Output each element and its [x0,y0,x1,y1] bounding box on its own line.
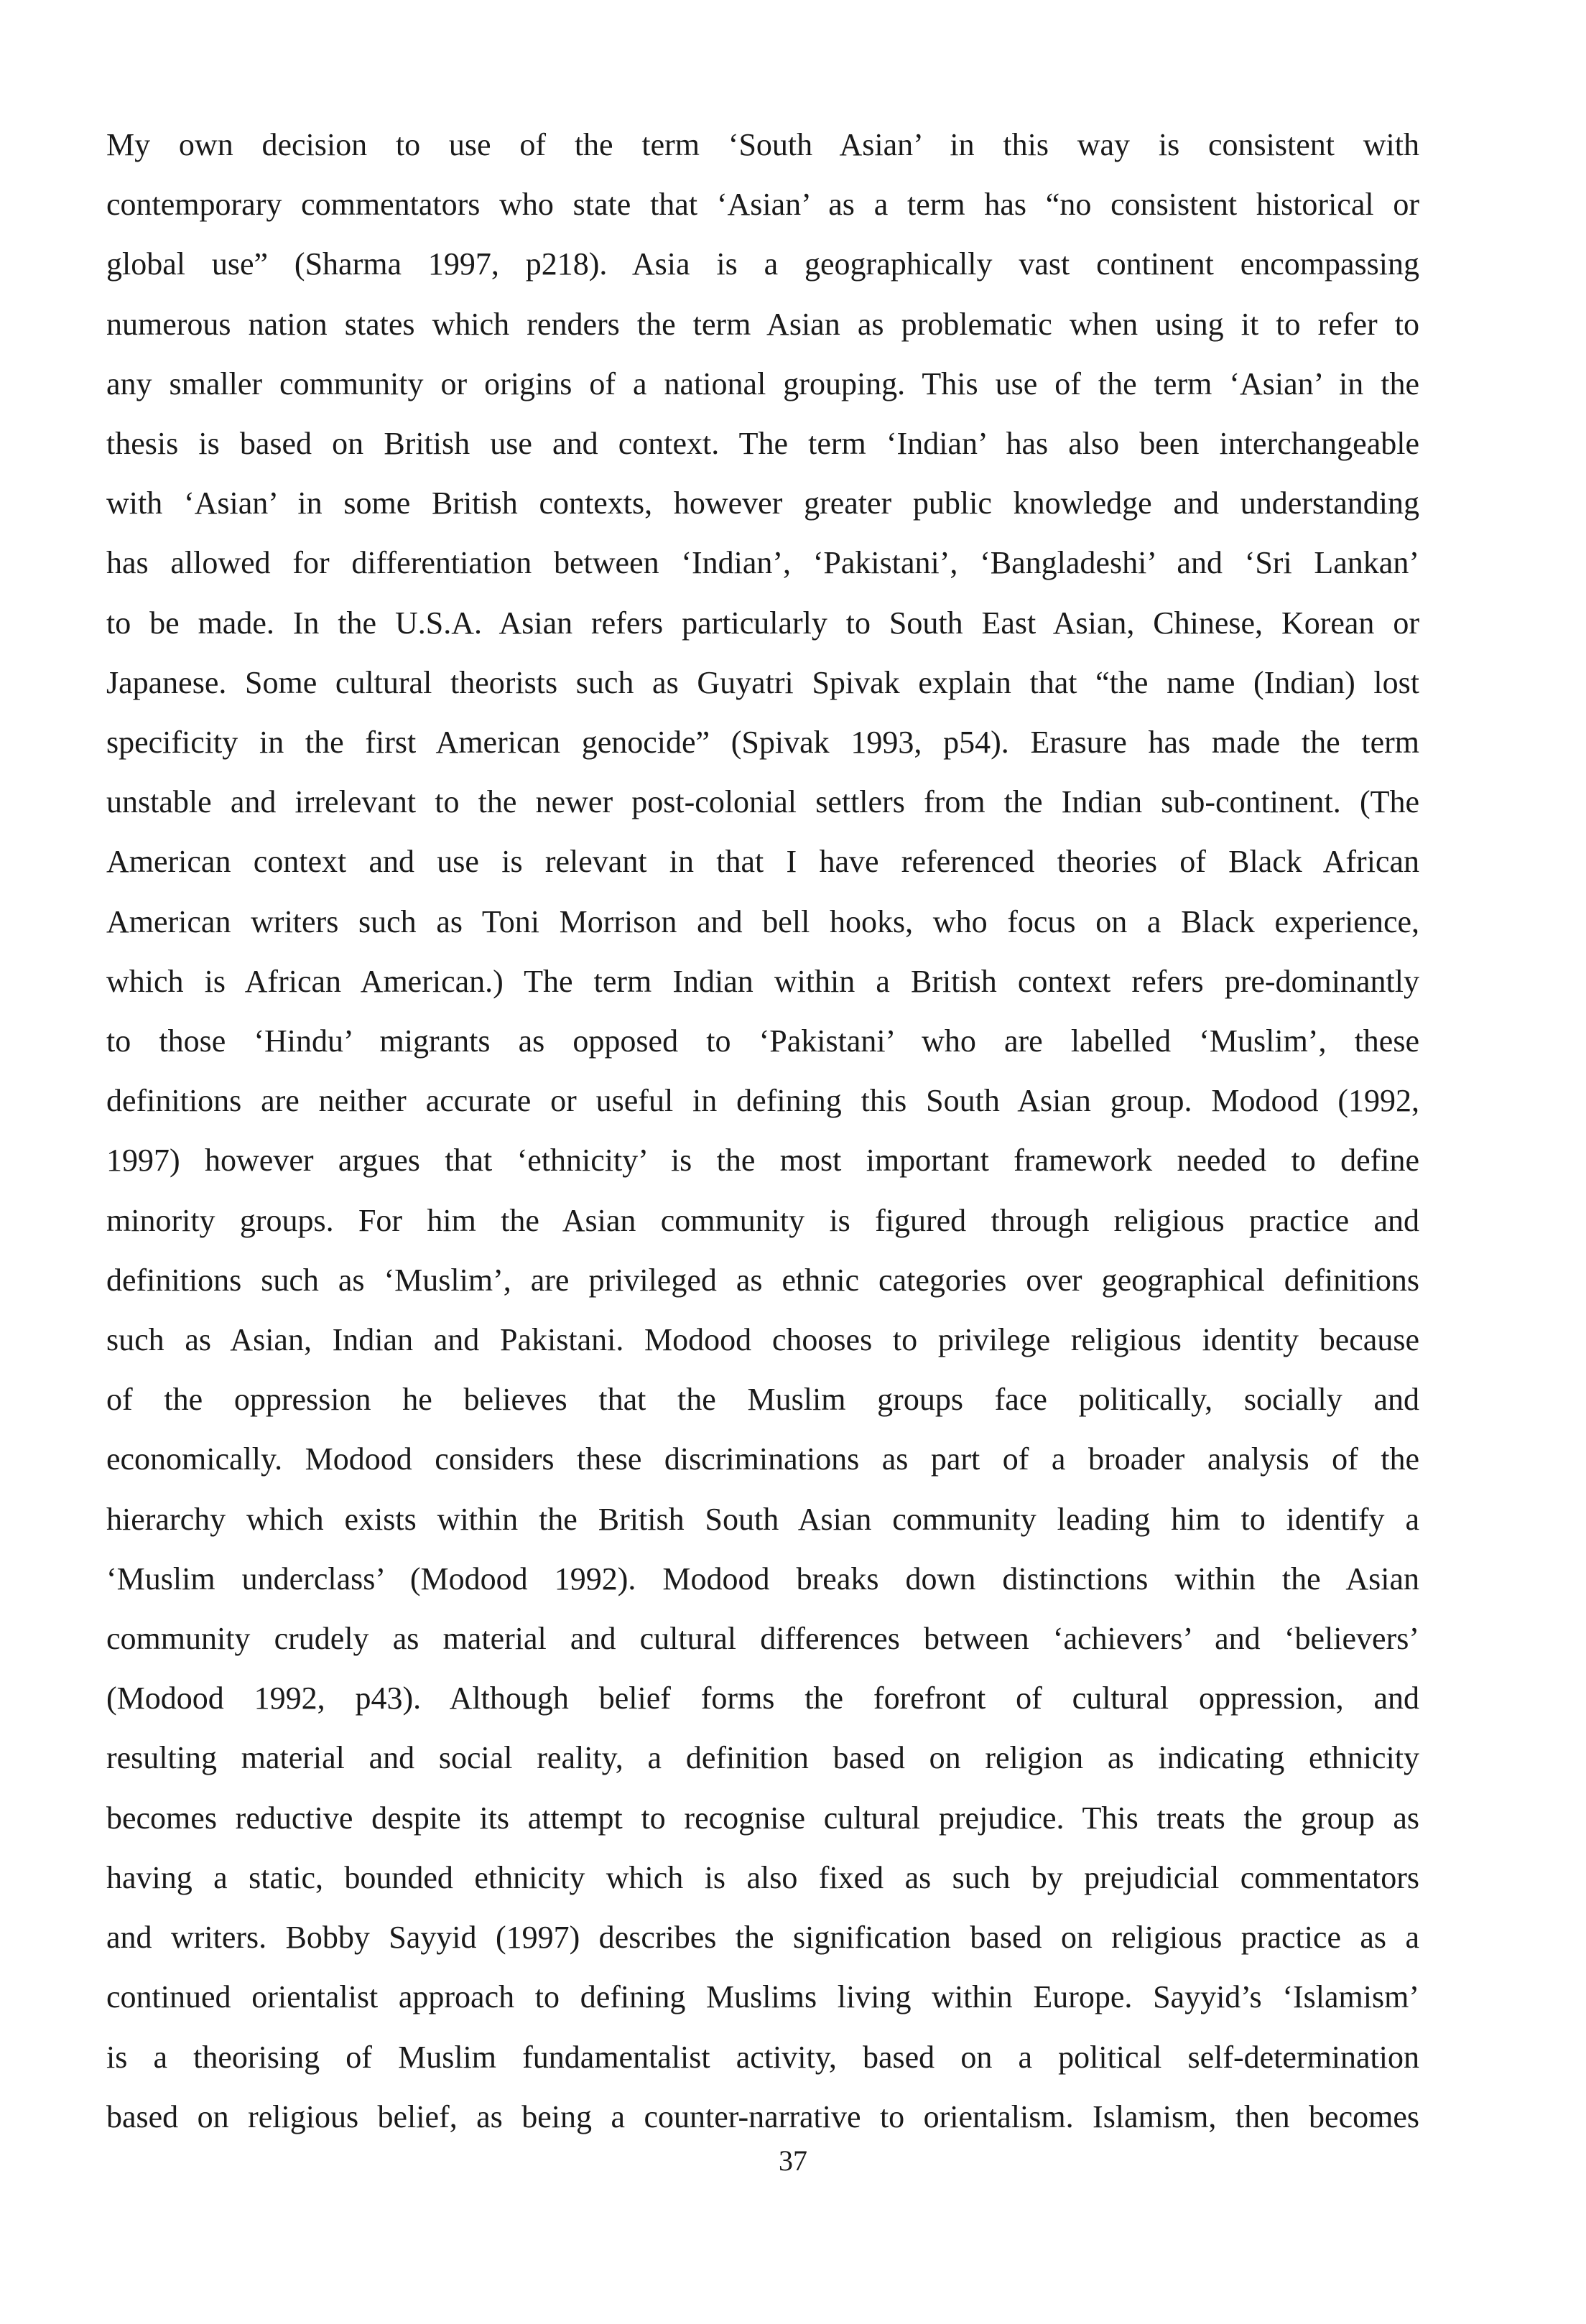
text-line: of the oppression he believes that the Muslim groups face politically, socially and [106,1382,1419,1418]
text-line: (Modood 1992, p43). Although belief forms the forefront of cultural oppression, and [106,1681,1419,1716]
text-line: based on religious belief, as being a counter-narrative to orientalism. Islamism, then becomes [106,2098,1419,2134]
text-line: specificity in the first American genocide” (Spivak 1993, p54). Erasure has made the term [106,725,1419,761]
text-line: contemporary commentators who state that ‘Asian’ as a term has “no consistent historical or [106,187,1419,223]
text-line: ‘Muslim underclass’ (Modood 1992). Modood breaks down distinctions within the Asian [106,1561,1419,1596]
text-line: American context and use is relevant in that I have referenced theories of Black African [106,844,1419,880]
text-line: global use” (Sharma 1997, p218). Asia is a geographically vast continent encompassing [106,246,1419,282]
text-line: to those ‘Hindu’ migrants as opposed to ‘Pakistani’ who are labelled ‘Muslim’, these [106,1023,1419,1059]
page-number: 37 [779,2144,807,2177]
text-line: 1997) however argues that ‘ethnicity’ is the most important framework needed to define [106,1143,1419,1179]
text-line: economically. Modood considers these discriminations as part of a broader analysis of the [106,1441,1419,1477]
text-line: which is African American.) The term Indian within a British context refers pre-dominantly [106,963,1419,999]
text-line: American writers such as Toni Morrison and bell hooks, who focus on a Black experience, [106,903,1419,939]
text-line: My own decision to use of the term ‘South Asian’ in this way is consistent with [106,127,1419,162]
text-line: unstable and irrelevant to the newer post-colonial settlers from the Indian sub-continent. (The [106,784,1419,820]
text-line: having a static, bounded ethnicity which is also fixed as such by prejudicial commentators [106,1859,1419,1895]
text-line: thesis is based on British use and context. The term ‘Indian’ has also been interchangeable [106,426,1419,462]
text-line: definitions such as ‘Muslim’, are privileged as ethnic categories over geographical definitions [106,1262,1419,1298]
text-line: with ‘Asian’ in some British contexts, however greater public knowledge and understanding [106,485,1419,521]
text-line: definitions are neither accurate or useful in defining this South Asian group. Modood (1992, [106,1083,1419,1119]
text-line: Japanese. Some cultural theorists such as Guyatri Spivak explain that “the name (Indian) lost [106,664,1419,700]
body-paragraph [106,115,1419,2147]
text-line: hierarchy which exists within the British South Asian community leading him to identify a [106,1501,1419,1537]
text-line: such as Asian, Indian and Pakistani. Modood chooses to privilege religious identity because [106,1322,1419,1358]
text-line: any smaller community or origins of a national grouping. This use of the term ‘Asian’ in the [106,366,1419,401]
text-line: continued orientalist approach to defining Muslims living within Europe. Sayyid’s ‘Islamism’ [106,1979,1419,2015]
text-line: minority groups. For him the Asian community is figured through religious practice and [106,1202,1419,1238]
text-line: has allowed for differentiation between ‘Indian’, ‘Pakistani’, ‘Bangladeshi’ and ‘Sri Lankan’ [106,545,1419,581]
text-line: to be made. In the U.S.A. Asian refers particularly to South East Asian, Chinese, Korean or [106,605,1419,641]
text-line: resulting material and social reality, a definition based on religion as indicating ethnicity [106,1740,1419,1776]
text-line: community crudely as material and cultural differences between ‘achievers’ and ‘believers’ [106,1621,1419,1657]
text-line: and writers. Bobby Sayyid (1997) describes the signification based on religious practice as a [106,1920,1419,1956]
text-line: is a theorising of Muslim fundamentalist activity, based on a political self-determination [106,2039,1419,2075]
text-line: numerous nation states which renders the term Asian as problematic when using it to refer to [106,306,1419,342]
text-line: becomes reductive despite its attempt to recognise cultural prejudice. This treats the group as [106,1800,1419,1836]
